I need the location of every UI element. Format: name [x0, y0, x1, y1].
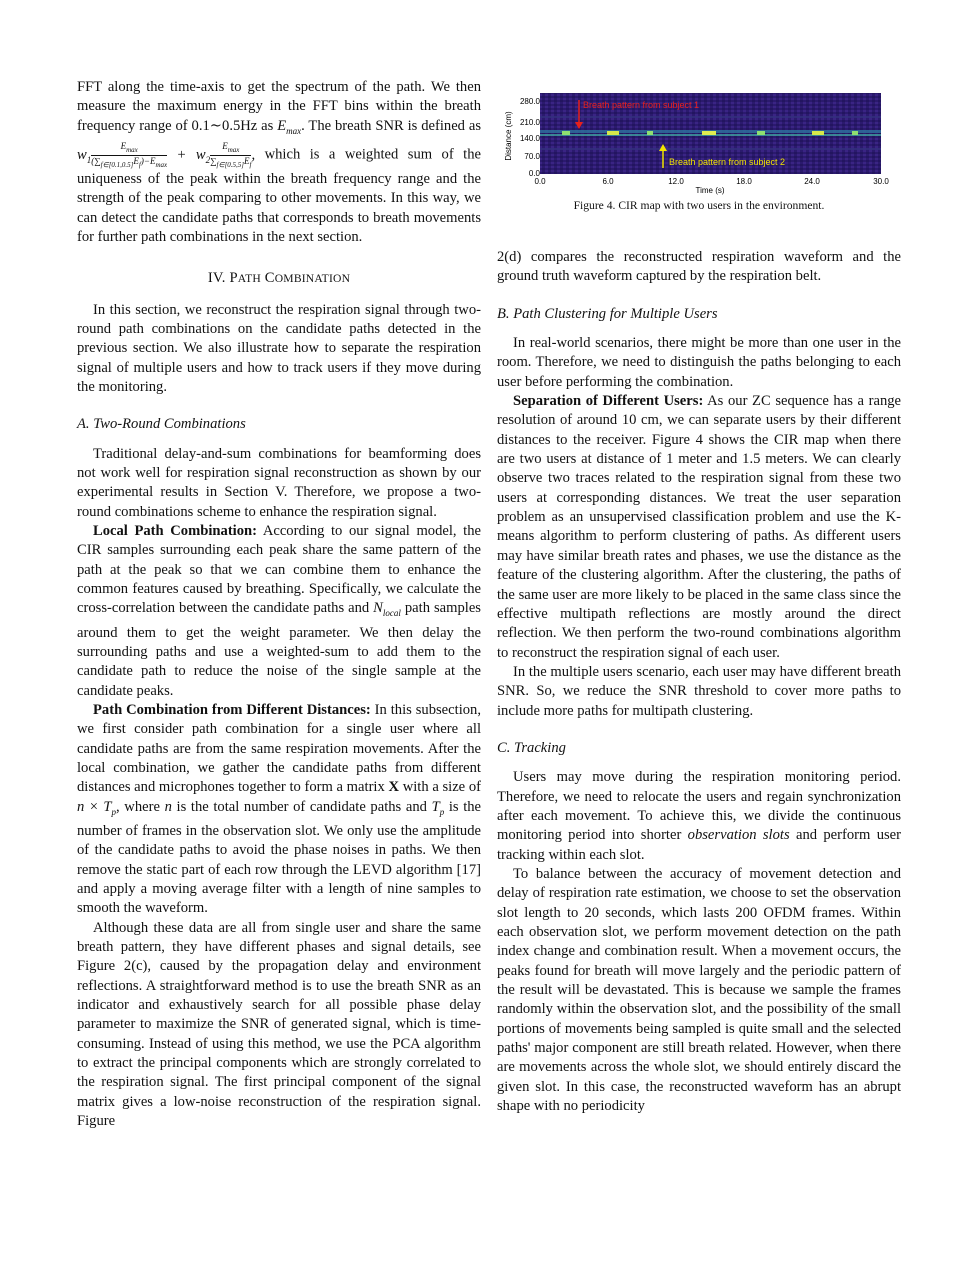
x-tick-0: 0.0 — [534, 177, 546, 186]
paragraph-continuation: 2(d) compares the reconstructed respiration waveform and the ground truth waveform captured by the respiration belt. — [497, 249, 901, 285]
paragraph-pca: Although these data are all from single user and share the same breath pattern, they have different phases and signal details, see Figure 2(c), caused by the propagation delay and environment reflections. A straightforward method is to use the breath SNR as an indicator and exhaustively search for all possible phase delay parameter to maximize the SNR of generated signal, which is time-consuming. Instead of using this method, we use the PCA algorithm to extract the principal components which are strongly correlated to the respiration signal. The first principal component of the signal matrix gives a low-noise reconstruction of the respiration signal. Figure — [77, 919, 481, 1130]
y-tick-70: 70.0 — [524, 152, 540, 161]
cir-map-plot — [497, 78, 907, 203]
figure-caption: Figure 4. CIR map with two users in the environment. — [573, 199, 825, 212]
x-tick-12: 12.0 — [668, 177, 684, 186]
subsection-b-heading: B. Path Clustering for Multiple Users — [497, 305, 718, 322]
text-snr-mid: . The breath SNR is defined as — [301, 117, 482, 134]
y-tick-140: 140.0 — [519, 134, 540, 143]
x-tick-6: 6.0 — [602, 177, 614, 186]
paragraph-a1: Traditional delay-and-sum combinations for beamforming does not work well for respiration signal reconstruction as shown by our experimental results in Section V. Therefore, we propose a two-round combinations scheme to enhance the respiration signal. — [77, 445, 481, 520]
paragraph-c2: To balance between the accuracy of movement detection and delay of respiration rate estimation, we choose to set the observation slot length to 20 seconds, which lasts 200 OFDM frames. Within each observation slot, we perform movement detection on the path index change and combination result. When a movement occurs, the peaks found for breath will move largely and the periodic pattern of the result will be devastated. This is because we sample the frames randomly within the observation slot, and the possibility of the small portions of movements being sampled is quite small and the selected paths' major component are still breath related. However, when there are movements across the whole slot, we should entirely discard the given slot. In this case, the reconstructed waveform has an abrupt shape with no periodicity — [497, 865, 901, 1115]
y-tick-0: 0.0 — [528, 169, 540, 178]
y-tick-210: 210.0 — [519, 118, 540, 127]
annotation-subject-2-label: Breath pattern from subject 2 — [669, 157, 786, 167]
left-column — [77, 78, 481, 1131]
separation-heading: Separation of Different Users: — [513, 393, 704, 410]
paragraph-separation: Separation of Different Users: As our ZC sequence has a range resolution of around 10 cm, we can separate users by their different distances to the receiver. Figure 4 shows the CIR map when there are two users at distance of 1 meter and 1.5 meters. We can clearly observe two traces related to the respiration signal from these two users at corresponding distances. We treat the user separation problem as an unsupervised classification problem and use the K-means algorithm to perform clustering of paths. As different users may have similar breath rates and phases, we use the distance as the feature of the clustering algorithm. After the clustering, the paths of the same user are more likely to be placed in the same class since the effective multipath reflections are mostly around the direct reflection. We then perform the two-round combinations algorithm to reconstruct the respiration signal of each user. — [497, 393, 902, 661]
section-heading: IV. PATH COMBINATION — [207, 270, 351, 287]
subsection-c-heading: C. Tracking — [497, 739, 566, 756]
x-axis-label: Time (s) — [695, 186, 725, 195]
local-combination-heading: Local Path Combination: — [93, 522, 258, 539]
annotation-subject-1-label: Breath pattern from subject 1 — [583, 100, 700, 110]
paragraph-local-combination: Local Path Combination: According to our signal model, the CIR samples surrounding each peak share the same pattern of the path at the peak so that we can combine them to enhance the common features caused by breathing. Specifically, we calculate the cross-correlation between the candidate paths and $N_{local}$ path samples around them to get the weight parameter. We then delay the surrounding paths and use a weighted-sum to add them to the candidate path to reduce the noise of the single sample at the candidate peaks. — [77, 522, 482, 699]
y-tick-labels — [520, 97, 541, 178]
math-emax: $E_{max}$ — [277, 117, 302, 136]
paragraph-snr — [77, 78, 481, 247]
formula-rendered: $w_1$ $\frac{E_{max}}{(\sum_{f\in[0.1,0.5]}E_f)-E_{max}}$ + $w_2$ $\frac{E_{max}}{\sum_{f\in[0.5,5]}E_f}$ , — [77, 140, 256, 169]
x-tick-30: 30.0 — [873, 177, 889, 186]
x-tick-24: 24.0 — [804, 177, 820, 186]
x-tick-18: 18.0 — [736, 177, 752, 186]
paragraph-section-intro: In this section, we reconstruct the respiration signal through two-round path combinations on the candidate paths detected in the previous section. We also illustrate how to separate the respiration signal of multiple users and how to track users if they move during the monitoring. — [77, 301, 481, 395]
subsection-a-heading: A. Two-Round Combinations — [77, 416, 246, 433]
paragraph-b1: In real-world scenarios, there might be more than one user in the room. Therefore, we need to distinguish the paths belonging to each user before performing the combination. — [497, 335, 901, 390]
text-snr-intro: FFT along the time-axis to get the spectrum of the path. We then measure the maximum energy in the FFT bins within the breath frequency range of 0.1∼0.5Hz as — [77, 79, 481, 134]
x-tick-labels — [534, 177, 889, 186]
text-snr-rest: which is a weighted sum of the uniqueness of the peak within the breath frequency range and the strength of the peak comparing to other movements. In this way, we can detect the candidate paths that corresponds to breath movements for further path combinations in the next section. — [77, 146, 481, 245]
y-axis-label: Distance (cm) — [504, 111, 513, 161]
figure-cir-map — [497, 78, 907, 218]
y-tick-280: 280.0 — [519, 97, 540, 106]
right-column — [497, 248, 901, 1116]
paragraph-c1: Users may move during the respiration monitoring period. Therefore, we need to relocate the users and regain synchronization after each movement. To achieve this, we divide the continuous monitoring period into shorter observation slots and perform user tracking within each slot. — [497, 769, 902, 863]
paragraph-multi-users: In the multiple users scenario, each user may have different breath SNR. So, we reduce the SNR threshold to cover more paths to include more paths for multipath clustering. — [497, 663, 901, 719]
distance-combination-heading: Path Combination from Different Distances: — [93, 701, 371, 718]
paragraph-distance-combination: Path Combination from Different Distances: In this subsection, we first consider path combination for a single user where all candidate paths are from the same respiration movements. After the local combination, we gather the candidate paths from different distances and microphones together to form a matrix X with a size of $n \times T_p$, where n is the total number of candidate paths and $T_p$ is the number of frames in the observation slot. We only use the amplitude of the candidate paths to avoid the phase noises in paths. We then remove the static part of each row through the LEVD algorithm [17] and apply a moving average filter with a length of nine samples to smooth the waveform. — [77, 701, 482, 917]
